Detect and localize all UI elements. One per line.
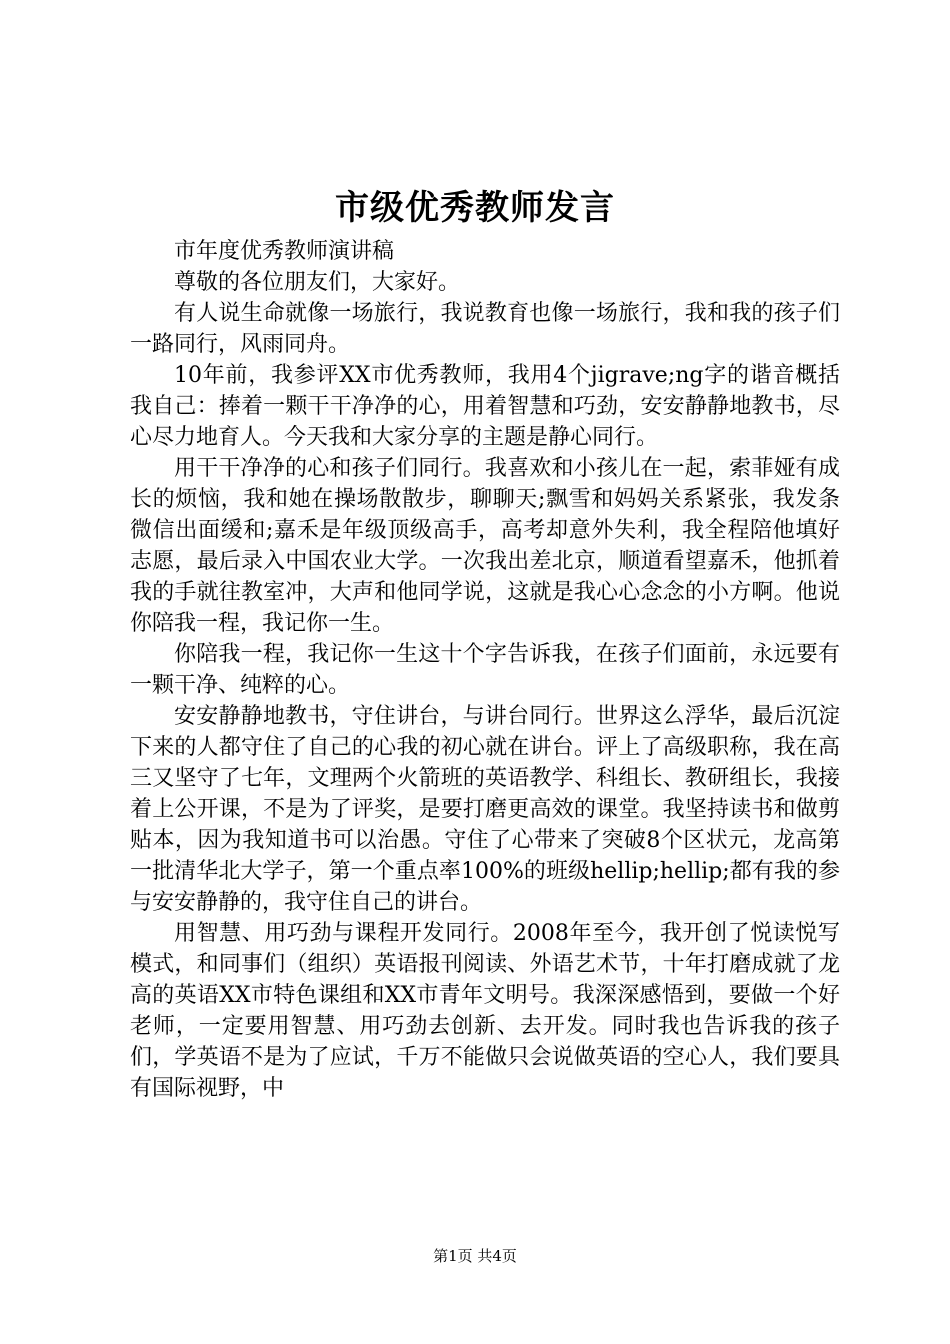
page-number-footer: 第1页 共4页 <box>433 1247 517 1265</box>
paragraph: 用智慧、用巧劲与课程开发同行。2008年至今，我开创了悦读悦写模式，和同事们（组织）英语报刊阅读、外语艺术节，十年打磨成就了龙高的英语XX市特色课组和XX市青年文明号。我深深感悟到，要做一个好老师，一定要用智慧、用巧劲去创新、去开发。同时我也告诉我的孩子们，学英语不是为了应试，千万不能做只会说做英语的空心人，我们要具有国际视野，中 <box>130 921 840 1101</box>
paragraph: 用干干净净的心和孩子们同行。我喜欢和小孩儿在一起，索菲娅有成长的烦恼，我和她在操场散散步，聊聊天;飘雪和妈妈关系紧张，我发条微信出面缓和;嘉禾是年级顶级高手，高考却意外失利，我全程陪他填好志愿，最后录入中国农业大学。一次我出差北京，顺道看望嘉禾，他抓着我的手就往教室冲，大声和他同学说，这就是我心心念念的小方啊。他说你陪我一程，我记你一生。 <box>130 456 840 636</box>
paragraph: 有人说生命就像一场旅行，我说教育也像一场旅行，我和我的孩子们一路同行，风雨同舟。 <box>130 301 840 357</box>
paragraph: 安安静静地教书，守住讲台，与讲台同行。世界这么浮华，最后沉淀下来的人都守住了自己的心我的初心就在讲台。评上了高级职称，我在高三又坚守了七年，文理两个火箭班的英语教学、科组长、教研组长，我接着上公开课，不是为了评奖，是要打磨更高效的课堂。我坚持读书和做剪贴本，因为我知道书可以治愚。守住了心带来了突破8个区状元，龙高第一批清华北大学子，第一个重点率100%的班级hellip;hellip;都有我的参与安安静静的，我守住自己的讲台。 <box>130 704 840 915</box>
paragraph-subtitle: 市年度优秀教师演讲稿 <box>174 239 395 264</box>
paragraph: 10年前，我参评XX市优秀教师，我用4个jigrave;ng字的谐音概括我自己：捧着一颗干干净净的心，用着智慧和巧劲，安安静静地教书，尽心尽力地育人。今天我和大家分享的主题是静心同行。 <box>130 363 840 450</box>
paragraph: 你陪我一程，我记你一生这十个字告诉我，在孩子们面前，永远要有一颗干净、纯粹的心。 <box>130 642 840 698</box>
paragraph-greeting: 尊敬的各位朋友们，大家好。 <box>174 270 461 295</box>
document-title: 市级优秀教师发言 <box>335 188 615 228</box>
document-body <box>130 236 840 1104</box>
